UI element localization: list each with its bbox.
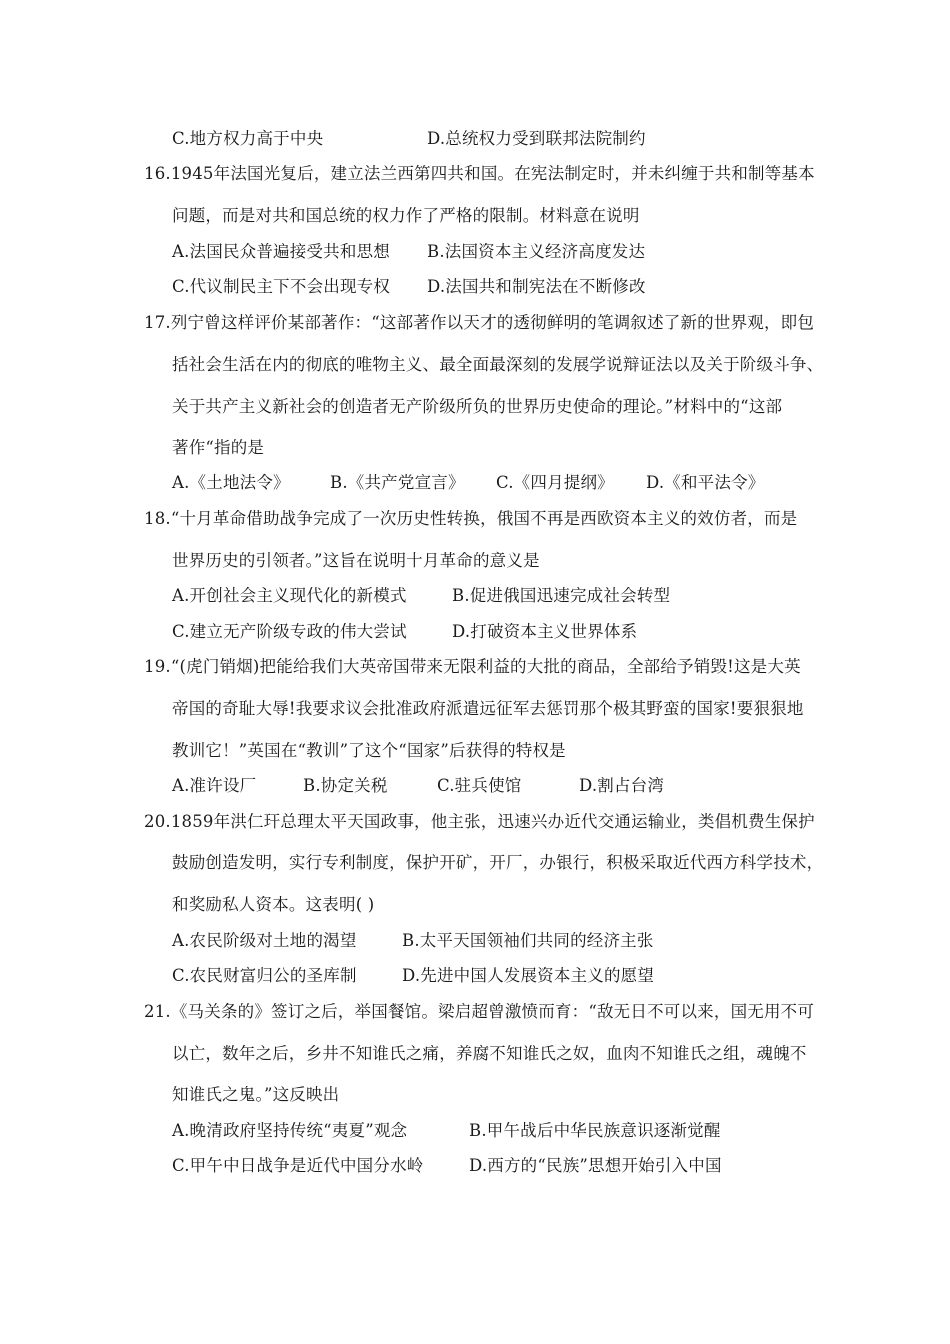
q20-option-a: A.农民阶级对土地的渴望 xyxy=(172,931,357,950)
q18-option-d: D.打破资本主义世界体系 xyxy=(452,622,638,641)
q17-stem-line-2: 括社会生活在内的彻底的唯物主义、最全面最深刻的发展学说辩证法以及关于阶级斗争、 xyxy=(172,355,824,374)
q17-option-d: D.《和平法令》 xyxy=(646,473,765,492)
q20-stem-line-3: 和奖励私人资本。这表明( ) xyxy=(172,895,375,914)
q21-stem-line-1: 21.《马关条的》签订之后，举国餐馆。梁启超曾激愤而育：“敌无日不可以来，国无用不可 xyxy=(144,1002,815,1021)
q18-option-b: B.促进俄国迅速完成社会转型 xyxy=(452,586,671,605)
q21-stem-line-2: 以亡，数年之后，乡井不知谁氏之痛，养腐不知谁氏之奴，血肉不知谁氏之组，魂魄不 xyxy=(172,1044,807,1063)
q17-option-c: C.《四月提纲》 xyxy=(496,473,614,492)
q16-option-a: A.法国民众普遍接受共和思想 xyxy=(172,242,390,261)
q19-stem-line-1: 19.“(虎门销烟)把能给我们大英帝国带来无限利益的大批的商品，全部给予销毁!这是大英 xyxy=(144,657,801,676)
q21-option-d: D.西方的“民族”思想开始引入中国 xyxy=(469,1156,722,1175)
q18-stem-line-1: 18.“十月革命借助战争完成了一次历史性转换，俄国不再是西欧资本主义的效仿者，而是 xyxy=(144,509,798,528)
q18-stem-line-2: 世界历史的引领者。”这旨在说明十月革命的意义是 xyxy=(172,551,540,570)
q19-option-a: A.准许设厂 xyxy=(172,776,257,795)
q19-stem-line-3: 教训它！”英国在“教训”了这个“国家”后获得的特权是 xyxy=(172,741,566,760)
q21-stem-line-3: 知谁氏之鬼。”这反映出 xyxy=(172,1085,340,1104)
q21-option-a: A.晚清政府坚持传统“夷夏”观念 xyxy=(172,1121,408,1140)
q20-option-c: C.农民财富归公的圣库制 xyxy=(172,966,357,985)
q15-option-d: D.总统权力受到联邦法院制约 xyxy=(427,129,646,148)
q16-option-b: B.法国资本主义经济高度发达 xyxy=(427,242,646,261)
q19-option-c: C.驻兵使馆 xyxy=(437,776,522,795)
q21-option-b: B.甲午战后中华民族意识逐渐觉醒 xyxy=(469,1121,721,1140)
q16-option-d: D.法国共和制宪法在不断修改 xyxy=(427,277,646,296)
q21-option-c: C.甲午中日战争是近代中国分水岭 xyxy=(172,1156,424,1175)
q19-option-d: D.割占台湾 xyxy=(579,776,665,795)
q19-stem-line-2: 帝国的奇耻大辱!我要求议会批准政府派遣远征军去惩罚那个极其野蛮的国家!要狠狠地 xyxy=(172,699,804,718)
q20-stem-line-1: 20.1859年洪仁玕总理太平天国政事，他主张，迅速兴办近代交通运输业，类倡机费生保护 xyxy=(144,812,815,831)
q20-option-b: B.太平天国领袖们共同的经济主张 xyxy=(402,931,654,950)
q20-option-d: D.先进中国人发展资本主义的愿望 xyxy=(402,966,655,985)
q16-stem-line-1: 16.1945年法国光复后，建立法兰西第四共和国。在宪法制定时，并未纠缠于共和制等基本 xyxy=(144,164,815,183)
q17-stem-line-3: 关于共产主义新社会的创造者无产阶级所负的世界历史使命的理论。”材料中的“这部 xyxy=(172,397,783,416)
q18-option-c: C.建立无产阶级专政的伟大尝试 xyxy=(172,622,407,641)
q15-option-c: C.地方权力高于中央 xyxy=(172,129,324,148)
q17-option-b: B.《共产党宣言》 xyxy=(330,473,465,492)
q17-stem-line-1: 17.列宁曾这样评价某部著作：“这部著作以天才的透彻鲜明的笔调叙述了新的世界观，即包 xyxy=(144,313,815,332)
q18-option-a: A.开创社会主义现代化的新模式 xyxy=(172,586,407,605)
q17-option-a: A.《土地法令》 xyxy=(172,473,290,492)
q17-stem-line-4: 著作“指的是 xyxy=(172,438,265,457)
q19-option-b: B.协定关税 xyxy=(303,776,388,795)
q16-option-c: C.代议制民主下不会出现专权 xyxy=(172,277,391,296)
q16-stem-line-2: 问题，而是对共和国总统的权力作了严格的限制。材料意在说明 xyxy=(172,206,640,225)
q20-stem-line-2: 鼓励创造发明，实行专利制度，保护开矿，开厂，办银行，积极采取近代西方科学技术， xyxy=(172,853,824,872)
